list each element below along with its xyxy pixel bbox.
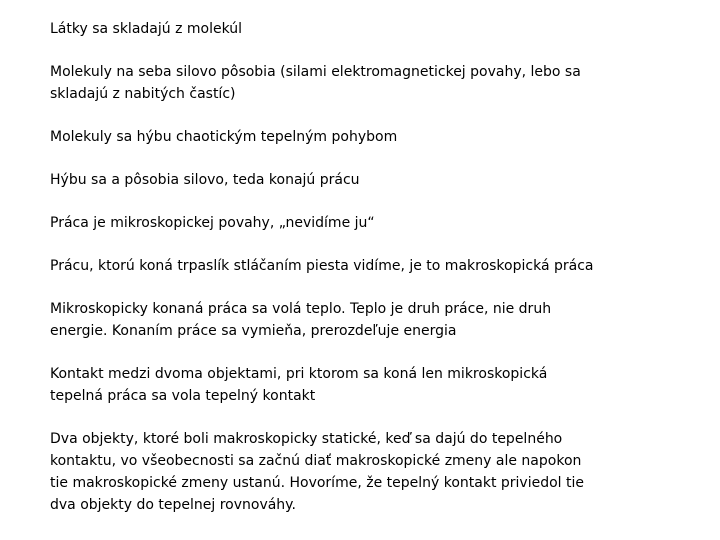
paragraph-molecules: Látky sa skladajú z molekúl (50, 21, 243, 37)
paragraph-thermal-contact: Kontakt medzi dvoma objektami, pri ktorom sa koná len mikroskopická tepelná práca sa vola tepelný kontakt (50, 366, 548, 404)
paragraph-forces: Molekuly na seba silovo pôsobia (silami elektromagnetickej povahy, lebo sa skladajú z nabitých častíc) (50, 64, 581, 102)
paragraph-macroscopic-work: Prácu, ktorú koná trpaslík stláčaním piesta vidíme, je to makroskopická práca (50, 258, 594, 274)
paragraph-work: Hýbu sa a pôsobia silovo, teda konajú prácu (50, 172, 360, 188)
paragraph-microscopic-work: Práca je mikroskopickej povahy, „nevidíme ju“ (50, 215, 375, 231)
paragraph-thermal-motion: Molekuly sa hýbu chaotickým tepelným pohybom (50, 129, 398, 145)
paragraph-thermal-equilibrium: Dva objekty, ktoré boli makroskopicky statické, keď sa dajú do tepelného kontaktu, vo všeobecnosti sa začnú diať makroskopické zmeny ale napokon tie makroskopické zmeny ustanú. Hovoríme, že tepelný kontakt priviedol tie dva objekty do tepelnej rovnováhy. (50, 431, 585, 513)
document-body (50, 18, 620, 516)
paragraph-heat-definition: Mikroskopicky konaná práca sa volá teplo. Teplo je druh práce, nie druh energie. Konaním práce sa vymieňa, prerozdeľuje energia (50, 301, 552, 339)
